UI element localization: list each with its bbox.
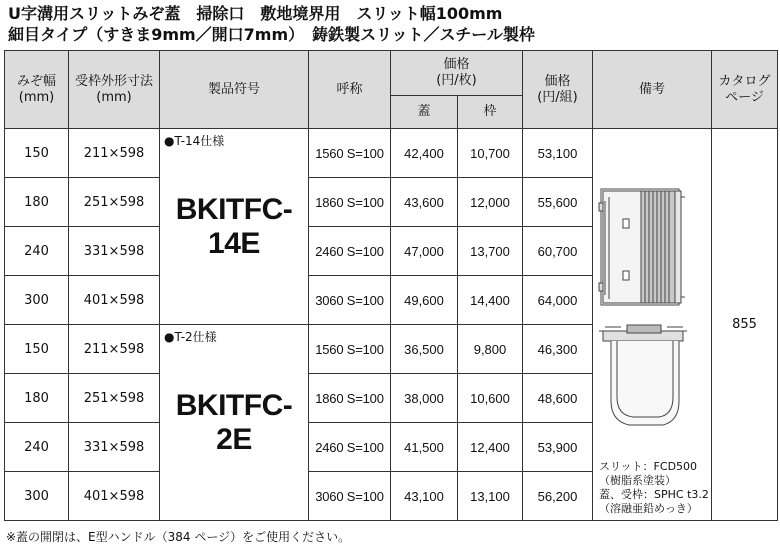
cell-set-price: 56,200 (523, 472, 593, 521)
header-catalog-page: カタログ ページ (712, 51, 778, 129)
cell-frame-price: 13,700 (458, 227, 523, 276)
cell-frame-price: 10,700 (458, 129, 523, 178)
cell-lid-price: 36,500 (391, 325, 458, 374)
cell-outer-size: 251×598 (69, 178, 160, 227)
spec-label: ●T-14仕様 (164, 134, 225, 148)
header-outer-size: 受枠外形寸法 (mm) (69, 51, 160, 129)
cell-outer-size: 331×598 (69, 227, 160, 276)
header-notes: 備考 (593, 51, 712, 129)
cell-outer-size: 251×598 (69, 374, 160, 423)
cell-frame-price: 9,800 (458, 325, 523, 374)
product-code-cell (160, 325, 309, 521)
cell-set-price: 53,900 (523, 423, 593, 472)
cell-width: 180 (5, 178, 69, 227)
cell-name: 3060 S=100 (309, 276, 391, 325)
cell-set-price: 55,600 (523, 178, 593, 227)
cell-outer-size: 211×598 (69, 129, 160, 178)
cell-set-price: 64,000 (523, 276, 593, 325)
table-row (5, 129, 778, 178)
cell-name: 2460 S=100 (309, 227, 391, 276)
cell-frame-price: 12,000 (458, 178, 523, 227)
product-code: BKITFC-2E (175, 388, 293, 456)
cell-set-price: 46,300 (523, 325, 593, 374)
cell-width: 300 (5, 472, 69, 521)
cell-lid-price: 49,600 (391, 276, 458, 325)
header-lid: 蓋 (391, 96, 458, 129)
header-frame: 枠 (458, 96, 523, 129)
header-price-per-set: 価格 (円/組) (523, 51, 593, 129)
catalog-page: 855 (712, 129, 778, 521)
cell-outer-size: 401×598 (69, 276, 160, 325)
cell-width: 240 (5, 227, 69, 276)
cell-name: 1560 S=100 (309, 129, 391, 178)
material-notes: スリット：FCD500 （樹脂系塗装） 蓋、受枠：SPHC t3.2 （溶融亜鉛めっき） (599, 460, 709, 515)
spec-label: ●T-2仕様 (164, 330, 217, 344)
product-code: BKITFC-14E (175, 192, 293, 260)
cell-name: 1560 S=100 (309, 325, 391, 374)
notes-cell (593, 129, 712, 521)
header-width: みぞ幅 (mm) (5, 51, 69, 129)
header-product-code: 製品符号 (160, 51, 309, 129)
cell-outer-size: 211×598 (69, 325, 160, 374)
cell-outer-size: 401×598 (69, 472, 160, 521)
cell-name: 3060 S=100 (309, 472, 391, 521)
header-price-per-piece: 価格 (円/枚) (391, 51, 523, 96)
cell-lid-price: 43,100 (391, 472, 458, 521)
cell-lid-price: 38,000 (391, 374, 458, 423)
cell-lid-price: 42,400 (391, 129, 458, 178)
cell-frame-price: 13,100 (458, 472, 523, 521)
product-drawing (597, 183, 707, 453)
cell-name: 1860 S=100 (309, 178, 391, 227)
cell-width: 150 (5, 325, 69, 374)
cell-lid-price: 47,000 (391, 227, 458, 276)
cell-set-price: 60,700 (523, 227, 593, 276)
title-line-2: 細目タイプ（すきま9mm／開口7mm） 鋳鉄製スリット／スチール製枠 (8, 25, 535, 44)
cell-frame-price: 14,400 (458, 276, 523, 325)
cell-width: 240 (5, 423, 69, 472)
cell-lid-price: 43,600 (391, 178, 458, 227)
price-table (4, 50, 778, 521)
cell-name: 1860 S=100 (309, 374, 391, 423)
cell-set-price: 48,600 (523, 374, 593, 423)
header-name: 呼称 (309, 51, 391, 129)
cell-outer-size: 331×598 (69, 423, 160, 472)
cell-width: 150 (5, 129, 69, 178)
cell-name: 2460 S=100 (309, 423, 391, 472)
cell-width: 300 (5, 276, 69, 325)
title-line-1: U字溝用スリットみぞ蓋 掃除口 敷地境界用 スリット幅100mm (8, 4, 503, 23)
cell-width: 180 (5, 374, 69, 423)
product-code-cell (160, 129, 309, 325)
cell-lid-price: 41,500 (391, 423, 458, 472)
cell-frame-price: 10,600 (458, 374, 523, 423)
cell-set-price: 53,100 (523, 129, 593, 178)
footnote: ※蓋の開閉は、E型ハンドル（384 ページ）をご使用ください。 (6, 530, 351, 544)
cell-frame-price: 12,400 (458, 423, 523, 472)
